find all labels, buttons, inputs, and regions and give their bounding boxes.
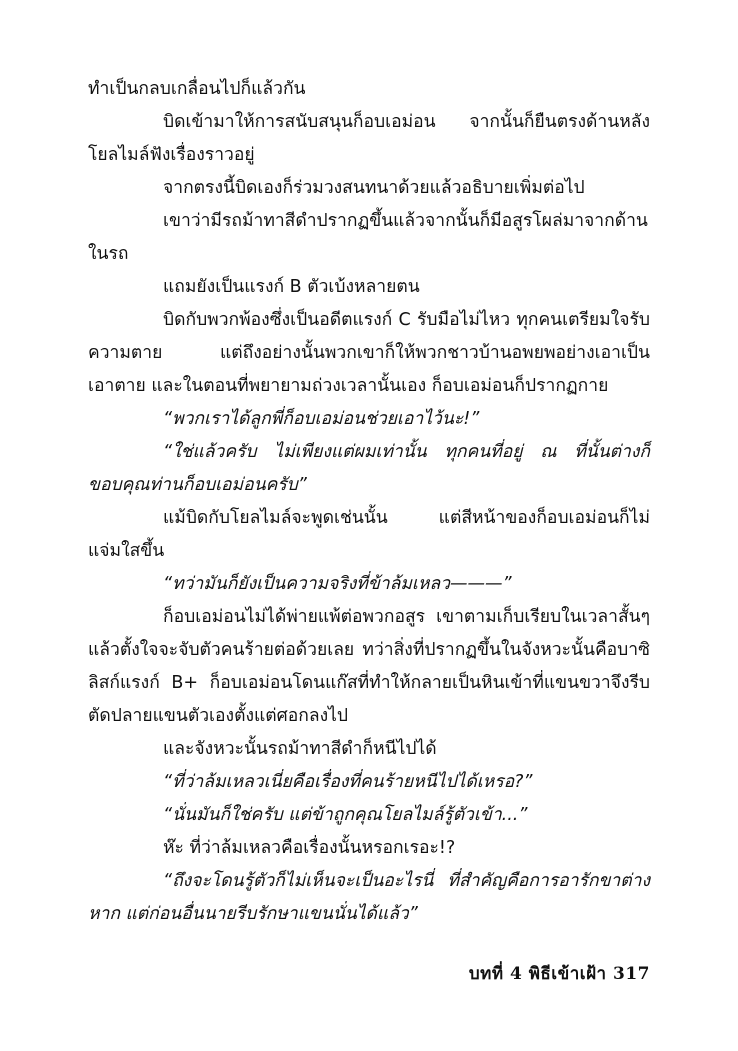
dialogue-paragraph: “ที่ว่าล้มเหลวเนี่ยคือเรื่องที่คนร้ายหนีไปได้เหรอ?” (163, 772, 533, 792)
narration-paragraph: ทำเป็นกลบเกลื่อนไปก็แล้วกัน (88, 79, 306, 99)
dialogue-paragraph: “นั่นมันก็ใช่ครับ แต่ข้าถูกคุณโยลไมล์รู้ตัวเข้า...” (163, 805, 528, 825)
dialogue-paragraph: “พวกเราได้ลูกพี่ก็อบเอม่อนช่วยเอาไว้นะ!” (163, 409, 480, 429)
narration-paragraph: บิดเข้ามาให้การสนับสนุนก็อบเอม่อน จากนั้นก็ยืนตรงด้านหลังโยลไมล์ฟังเรื่องราวอยู่ (88, 112, 650, 165)
narration-paragraph: แม้บิดกับโยลไมล์จะพูดเช่นนั้น แต่สีหน้าของก็อบเอม่อนก็ไม่แจ่มใสขึ้น (88, 508, 650, 561)
narration-paragraph: แถมยังเป็นแรงก์ B ตัวเบ้งหลายตน (163, 277, 420, 297)
dialogue-paragraph: “ถึงจะโดนรู้ตัวก็ไม่เห็นจะเป็นอะไรนี่ ที่สำคัญคือการอารักขาต่างหาก แต่ก่อนอื่นนายรีบรักษาแขนนั่นได้แล้ว” (88, 871, 650, 924)
narration-paragraph: ก็อบเอม่อนไม่ได้พ่ายแพ้ต่อพวกอสูร เขาตามเก็บเรียบในเวลาสั้นๆ แล้วตั้งใจจะจับตัวคนร้ายต่อด้วยเลย ทว่าสิ่งที่ปรากฏขึ้นในจังหวะนั้นคือบาซิลิสก์แรงก์ B+ ก็อบเอม่อนโดนแก๊สที่ทำให้กลายเป็นหินเข้าที่แขนขวาจึงรีบตัดปลายแขนตัวเองตั้งแต่ศอกลงไป (88, 607, 650, 726)
narration-paragraph: บิดกับพวกพ้องซึ่งเป็นอดีตแรงก์ C รับมือไม่ไหว ทุกคนเตรียมใจรับความตาย แต่ถึงอย่างนั้นพวกเขาก็ให้พวกชาวบ้านอพยพอย่างเอาเป็นเอาตาย และในตอนที่พยายามถ่วงเวลานั้นเอง ก็อบเอม่อนก็ปรากฏกาย (88, 310, 650, 396)
narration-paragraph: และจังหวะนั้นรถม้าทาสีดำก็หนีไปได้ (163, 739, 437, 759)
dialogue-paragraph: “ทว่ามันก็ยังเป็นความจริงที่ข้าล้มเหลว———” (163, 574, 512, 594)
page-footer-chapter-page-number: บทที่ 4 พิธีเข้าเฝ้า 317 (468, 964, 650, 984)
narration-paragraph: จากตรงนี้บิดเองก็ร่วมวงสนทนาด้วยแล้วอธิบายเพิ่มต่อไป (163, 178, 585, 198)
dialogue-paragraph: “ใช่แล้วครับ ไม่เพียงแต่ผมเท่านั้น ทุกคนที่อยู่ ณ ที่นั้นต่างก็ขอบคุณท่านก็อบเอม่อนครับ” (88, 442, 650, 495)
page-body (88, 73, 650, 931)
narration-paragraph: ห๊ะ ที่ว่าล้มเหลวคือเรื่องนั้นหรอกเรอะ!? (163, 838, 456, 858)
narration-paragraph: เขาว่ามีรถม้าทาสีดำปรากฏขึ้นแล้วจากนั้นก็มีอสูรโผล่มาจากด้านในรถ (88, 211, 648, 264)
